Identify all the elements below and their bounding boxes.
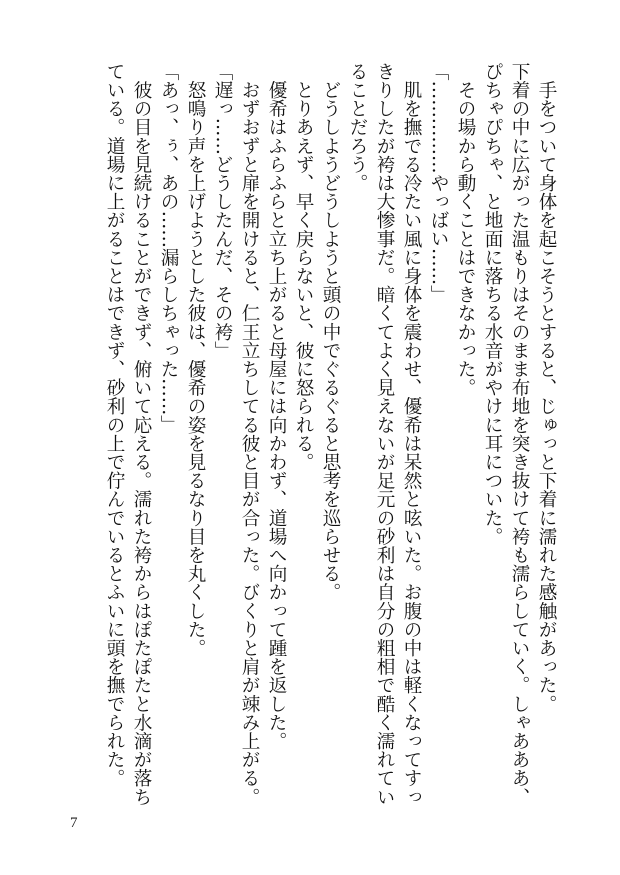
- text-line: 優希はふらふらと立ち上がると母屋には向かわず、道場へ向かって踵を返した。: [266, 62, 287, 751]
- text-line: どうしようどうしようと頭の中でぐるぐると思考を巡らせる。: [320, 62, 341, 602]
- text-line: 手をついて身体を起こそうとすると、じゅっと下着に濡れた感触があった。: [536, 62, 557, 713]
- text-line: 彼の目を見続けることができず、俯いて応える。濡れた袴からはぽたぽたと水滴が落ち: [131, 62, 152, 806]
- text-line: きりしたが袴は大惨事だ。暗くてよく見えないが足元の砂利は自分の粗相で酷く濡れてい: [374, 62, 395, 806]
- text-line: 怒鳴り声を上げようとした彼は、優希の姿を見るなり目を丸くした。: [185, 62, 206, 658]
- text-line: 肌を撫でる冷たい風に身体を震わせ、優希は呆然と呟いた。お腹の中は軽くなってすっ: [401, 62, 422, 806]
- text-line: おずおずと扉を開けると、仁王立ちしてる彼と目が合った。びくりと肩が竦み上がる。: [239, 62, 260, 806]
- text-line: 下着の中に広がった温もりはそのまま布地を突き抜けて袴も濡らしていく。しゃあああ、: [509, 62, 530, 806]
- text-line: ている。道場に上がることはできず、砂利の上で佇んでいるとふいに頭を撫でられた。: [104, 62, 125, 788]
- text-line: 「……………やっばい……」: [428, 62, 449, 304]
- text-line: その場から動くことはできなかった。: [455, 62, 476, 397]
- text-line: 「あっ、ぅ、あの……漏らしちゃった……」: [158, 62, 179, 434]
- vertical-text-body: [101, 62, 560, 806]
- text-line: ることだろう。: [347, 62, 368, 193]
- text-line: ぴちゃぴちゃ、と地面に落ちる水音がやけに耳についた。: [482, 62, 503, 546]
- page-number: 7: [70, 815, 78, 831]
- text-line: とりあえず、早く戻らないと、彼に怒られる。: [293, 62, 314, 472]
- text-line: 「遅っ……どうしたんだ、その袴」: [212, 62, 233, 360]
